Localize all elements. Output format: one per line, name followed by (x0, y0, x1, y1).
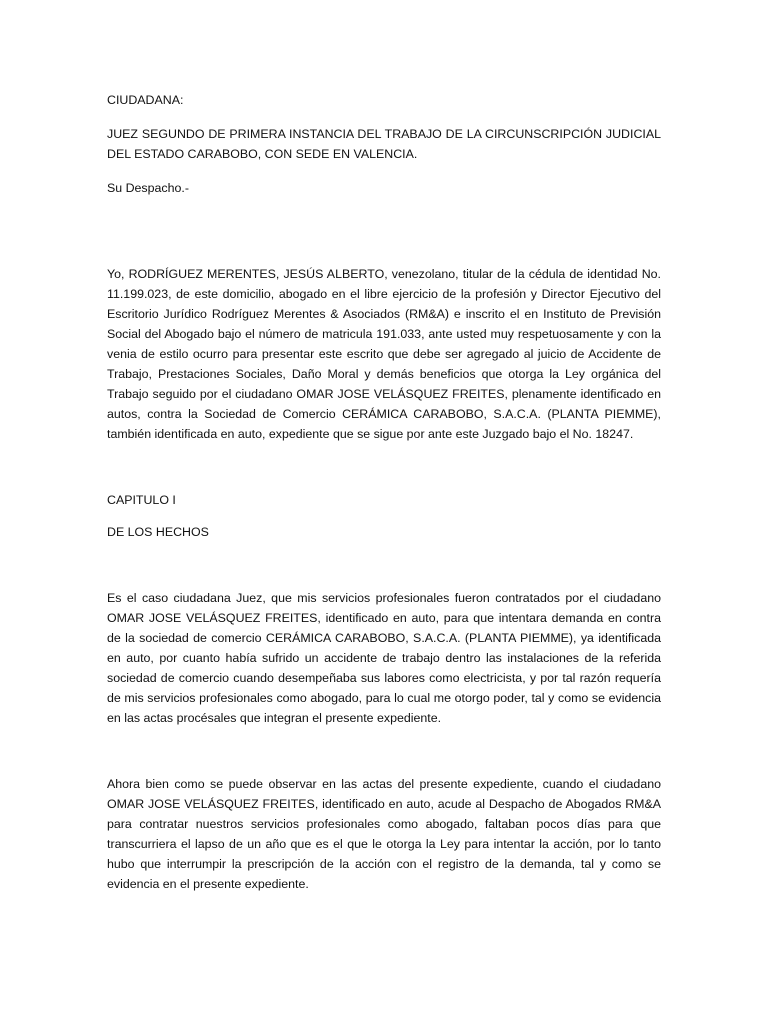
document-page (107, 90, 661, 894)
intro-paragraph: Yo, RODRÍGUEZ MERENTES, JESÚS ALBERTO, venezolano, titular de la cédula de identidad No. 11.199.023, de este domicilio, abogado en el libre ejercicio de la profesión y Director Ejecutivo del Escritorio Jurídico Rodríguez Merentes & Asociados (RM&A) e inscrito el en Instituto de Previsión Social del Abogado bajo el número de matricula 191.033, ante usted muy respetuosamente y con la venia de estilo ocurro para presentar este escrito que debe ser agregado al juicio de Accidente de Trabajo, Prestaciones Sociales, Daño Moral y demás beneficios que otorga la Ley orgánica del Trabajo seguido por el ciudadano OMAR JOSE VELÁSQUEZ FREITES, plenamente identificado en autos, contra la Sociedad de Comercio CERÁMICA CARABOBO, S.A.C.A. (PLANTA PIEMME), también identificada en auto, expediente que se sigue por ante este Juzgado bajo el No. 18247. (107, 267, 661, 441)
salutation: CIUDADANA: (107, 93, 184, 107)
chapter-heading: CAPITULO I (107, 493, 176, 507)
facts-paragraph-1: Es el caso ciudadana Juez, que mis servicios profesionales fueron contratados por el ciudadano OMAR JOSE VELÁSQUEZ FREITES, identificado en auto, para que intentara demanda en contra de la sociedad de comercio CERÁMICA CARABOBO, S.A.C.A. (PLANTA PIEMME), ya identificada en auto, por cuanto había sufrido un accidente de trabajo dentro las instalaciones de la referida sociedad de comercio cuando desempeñaba sus labores como electricista, y por tal razón requería de mis servicios profesionales como abogado, para lo cual me otorgo poder, tal y como se evidencia en las actas procésales que integran el presente expediente. (107, 591, 661, 725)
chapter-title: DE LOS HECHOS (107, 525, 209, 539)
addressee: JUEZ SEGUNDO DE PRIMERA INSTANCIA DEL TRABAJO DE LA CIRCUNSCRIPCIÓN JUDICIAL DEL ESTADO CARABOBO, CON SEDE EN VALENCIA. (107, 127, 661, 161)
facts-paragraph-2: Ahora bien como se puede observar en las actas del presente expediente, cuando el ciudadano OMAR JOSE VELÁSQUEZ FREITES, identificado en auto, acude al Despacho de Abogados RM&A para contratar nuestros servicios profesionales como abogado, faltaban pocos días para que transcurriera el lapso de un año que es el que le otorga la Ley para intentar la acción, por lo tanto hubo que interrumpir la prescripción de la acción con el registro de la demanda, tal y como se evidencia en el presente expediente. (107, 777, 661, 891)
closing-salutation: Su Despacho.- (107, 181, 189, 195)
